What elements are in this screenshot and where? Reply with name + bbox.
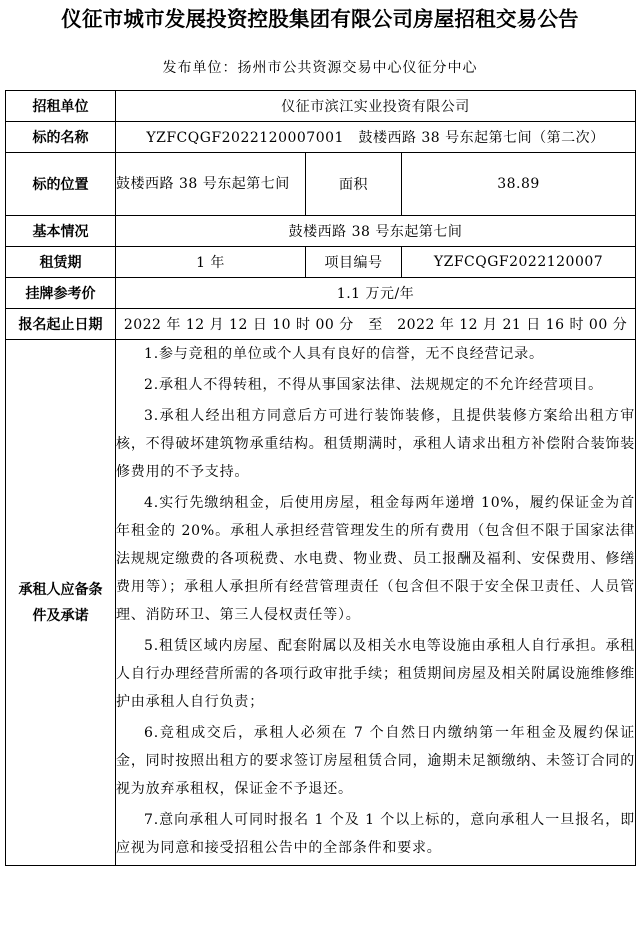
basic-label: 基本情况: [6, 216, 116, 247]
condition-item: 6.竞租成交后，承租人必须在 7 个自然日内缴纳第一年租金及履约保证金，同时按照出租方的要求签订房屋租赁合同，逾期未足额缴纳、未签订合同的视为放弃承租权，保证金不予退还。: [116, 725, 636, 797]
ref-price-label: 挂牌参考价: [6, 278, 116, 309]
period-value: 2022 年 12 月 12 日 10 时 00 分 至 2022 年 12 月 21 日 16 时 00 分: [116, 309, 636, 340]
condition-item: 2.承租人不得转租，不得从事国家法律、法规规定的不允许经营项目。: [144, 377, 603, 393]
area-label: 面积: [306, 153, 402, 216]
conditions-label: 承租人应备条件及承诺: [6, 340, 116, 866]
row-ref-price: [6, 278, 636, 309]
location-label: 标的位置: [6, 153, 116, 216]
tenderer-label: 招租单位: [6, 91, 116, 122]
basic-value: 鼓楼西路 38 号东起第七间: [116, 216, 636, 247]
name-value: YZFCQGF2022120007001 鼓楼西路 38 号东起第七间（第二次）: [116, 122, 636, 153]
ref-price-value: 1.1 万元/年: [116, 278, 636, 309]
condition-item: 5.租赁区域内房屋、配套附属以及相关水电等设施由承租人自行承担。承租人自行办理经营所需的各项行政审批手续；租赁期间房屋及相关附属设施维修维护由承租人自行负责；: [116, 638, 636, 710]
row-conditions: [6, 340, 636, 866]
condition-item: 1.参与竞租的单位或个人具有良好的信誉，无不良经营记录。: [144, 346, 544, 362]
page-title: 仪征市城市发展投资控股集团有限公司房屋招租交易公告: [61, 7, 579, 31]
row-location: [6, 153, 636, 216]
row-term: [6, 247, 636, 278]
row-name: [6, 122, 636, 153]
period-label: 报名起止日期: [6, 309, 116, 340]
name-label: 标的名称: [6, 122, 116, 153]
term-value: 1 年: [116, 247, 306, 278]
conditions-list: [116, 340, 636, 866]
project-no-value: YZFCQGF2022120007: [402, 247, 636, 278]
location-value: 鼓楼西路 38 号东起第七间: [116, 153, 306, 216]
rental-info-table: [5, 90, 636, 866]
term-label: 租赁期: [6, 247, 116, 278]
row-basic: [6, 216, 636, 247]
condition-item: 7.意向承租人可同时报名 1 个及 1 个以上标的，意向承租人一旦报名，即应视为同意和接受招租公告中的全部条件和要求。: [116, 812, 636, 856]
condition-item: 4.实行先缴纳租金，后使用房屋，租金每两年递增 10%，履约保证金为首年租金的 20%。承租人承担经营管理发生的所有费用（包含但不限于国家法律法规规定缴费的各项税费、水电费、物业费、员工报酬及福利、安保费用、修缮费用等）；承租人承担所有经营管理责任（包含但不限于安全保卫责任、人员管理、消防环卫、第三人侵权责任等）。: [116, 495, 636, 623]
row-tenderer: [6, 91, 636, 122]
area-value: 38.89: [402, 153, 636, 216]
tenderer-value: 仪征市滨江实业投资有限公司: [116, 91, 636, 122]
condition-item: 3.承租人经出租方同意后方可进行装饰装修，且提供装修方案给出租方审核，不得破坏建筑物承重结构。租赁期满时，承租人请求出租方补偿附合装饰装修费用的不予支持。: [116, 408, 636, 480]
row-period: [6, 309, 636, 340]
publisher-line: 发布单位：扬州市公共资源交易中心仪征分中心: [162, 60, 478, 76]
project-no-label: 项目编号: [306, 247, 402, 278]
